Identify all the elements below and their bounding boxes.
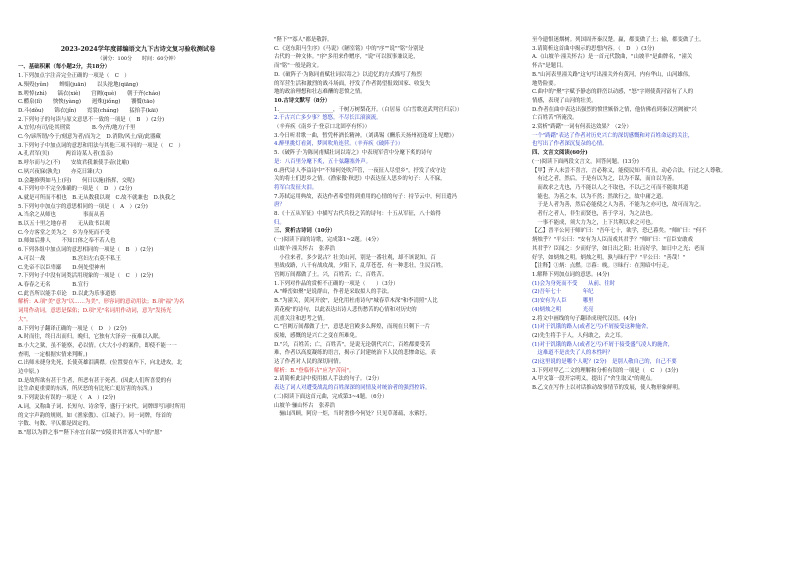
column-left <box>18 36 258 546</box>
column-middle <box>274 36 514 546</box>
text-line: 6.下列各组中加点词的意思相同的一项是（ B ）(2分) <box>18 247 154 254</box>
text-line: 7.下列句子中没有词类活用现象的一项是（ C ）(2分) <box>18 273 154 280</box>
exam-sheet <box>18 36 776 546</box>
text-line: (1)会为身死而不受 从前、往时 <box>532 280 616 287</box>
text-line: 归。 <box>274 219 285 226</box>
text-line: 大"。 <box>18 316 32 323</box>
section-heading: 三、赏析古诗词（10分） <box>274 228 336 235</box>
text-line: C."宫阙万间都做了土"，意思是宫殿多么辉煌，而现在只剩下一片 <box>274 324 431 331</box>
text-line: 3.下列句子中加点词的意思和用法与其他三项不同的一项是（ C ） <box>18 142 184 149</box>
text-line: 的军营生活和激烈的战斗场面，抒发了作者渴望报效国家、收复失 <box>274 80 431 87</box>
section-heading: 一、基础积累（每小题2分，共18分） <box>18 64 111 71</box>
text-line: B.乙文在写作上以对话推动故事情节的发展，使人物形象鲜明。 <box>532 385 684 392</box>
text-line: 炳烛乎？"平公曰："安有为人臣而戏其君乎？"师旷曰："盲臣安敢戏 <box>532 237 693 244</box>
text-line: 2.请简析此诗中使用拟人手法的句子。（2分） <box>274 376 383 383</box>
text-line: 是：八百里分麾下炙，五十弦翻塞外声。 <box>274 158 372 165</box>
text-line: 查明，一定根据实情来判断。) <box>18 351 88 358</box>
text-line: 5.《破阵子·为陈同甫赋壮词以寄之》中表现军营中分麾下炙的诗句 <box>274 150 432 157</box>
exam-title: 2023-2024学年度部编语文九下古诗文复习验收测试卷 <box>60 46 216 53</box>
text-line: 5.下列句中加点字的意思相同的一项是（ A ）(2分) <box>18 203 148 210</box>
text-line: C.《送东阳马生序》《马说》《陋室铭》中的"序""说""铭"分别是 <box>274 45 424 52</box>
text-line: C.曲中的"聚"字赋予静态的群峦以动感，"怒"字则使黄河富有了人的 <box>532 89 694 96</box>
text-line: C.出师未捷身先死，长使英雄泪满襟。(位置要在车下，向北进攻，北 <box>18 360 183 367</box>
text-line: A.殒殁(yǔn) 蝉娟(juān) 以头抢地(qiāng) <box>18 81 139 88</box>
text-line: 3.下列对甲乙二文的理解和分析有误的一项是（ C ）(3分) <box>532 367 679 374</box>
text-line: 3.请简析这首曲中揭示的思想内容。（ D ）(3分) <box>532 45 655 52</box>
text-line: 好学，如炳烛之明。炳烛之明，孰与昧行乎？"平公曰："善哉！" <box>532 254 685 261</box>
text-line: C.今方客堂之美为之 乡为身死而不受 <box>18 229 110 236</box>
text-line: D.作者在曲中表达出强烈的愤世嫉俗之情，他仿佛看到秦汉宫阙被"兴 <box>532 106 697 113</box>
text-line: 的文字声韵的规则，如《渔家傲》、《江城子》。同一词牌，每首的 <box>18 412 172 419</box>
text-line: 而故求之尤也，乃不能以人之不取也，不以己之可而不能取其道 <box>532 184 689 191</box>
text-line: A.甲文第一段开宗明义，提出了"舍生取义"的观点。 <box>532 376 656 383</box>
text-line: B.小大之狱，虽不能察，必以情。(大大小小的案件，即使不能一一 <box>18 342 177 349</box>
text-line: 唐？ <box>274 202 285 209</box>
text-line: 解析：A.项"美"意为"以……为美"，形容词的意动用法；B.项"福"为名 <box>18 299 185 306</box>
text-line: (1)对于饥饿的路人(或者乞丐)不屑于接受盛气凌人的施舍， <box>532 341 674 348</box>
text-line: 地的政治理想和壮志难酬的悲愤之情。 <box>274 89 366 96</box>
text-line: 2.下列句子的句读与原文意思不一致的一项是（ B ）(2分) <box>18 116 165 123</box>
text-line: 有过之者，然后，于是有以为之，以为不谋，而自以为善。 <box>532 176 678 183</box>
text-line: 骊山四顾，阿房一炬，当时奢侈今何处？只见草萧疏，水萦纡。 <box>274 411 431 418</box>
text-line: C.先帝不以臣卑鄙 D.何处望神州 <box>18 264 105 271</box>
text-line: B."愿以为群之事""陛下亦宜自谋""安陵君其许寡人"中的"愿" <box>18 429 163 436</box>
text-line: (2)先生将手于人，人何敢之，去之耳。 <box>532 332 626 339</box>
column-right <box>532 36 776 546</box>
text-line: 9.下列说法有误的一项是（ A ）(2分) <box>18 395 116 402</box>
text-line: A.可以一战 B.宫妇左右莫不私王 <box>18 255 121 262</box>
text-line: 4.下列句中不完全准确的一项是（ D ）(2分) <box>18 186 133 193</box>
text-line: 也写出了作者深沉复杂的心情。 <box>532 141 608 148</box>
text-line: 1.下列对作品的赏析不正确的一项是（ ）（3分） <box>274 280 399 287</box>
text-line: A.春春之无名 B.宣行 <box>18 281 89 288</box>
text-line: A.《山坡羊·潼关怀古》是一首元代散曲，"山坡羊"是曲牌名，"潼关 <box>532 54 693 61</box>
text-line: (1)对于饥饿的路人(或者乞丐)不屑接受这种施舍， <box>532 324 652 331</box>
text-line: 8.《十五从军征》中描写古代兵役之苦的诗句：十五从军征，八十始得 <box>274 211 441 218</box>
text-line: 4.醉里挑灯看剑，梦回吹角连营。（辛弃疾《破阵子》） <box>274 141 404 148</box>
text-line: （辛弃疾《南乡子·登京口北固亭有怀》） <box>274 124 371 131</box>
column-left-body <box>18 63 258 437</box>
text-line: D.是故所欲有甚于生者，所恶有甚于死者。(因此人们所喜爱的有 <box>18 377 172 384</box>
text-line: (一)阅读下面两段文言文，回答问题。(13分) <box>532 158 639 165</box>
text-line: B.呼尔而与之(不) 安故君我兼使手壶(比喻) <box>18 160 130 167</box>
text-line: 其君乎？臣闻之：少而好学，如日出之阳；壮而好学，如日中之光；老而 <box>532 245 705 252</box>
text-line: 达了作者对人民的深切同情。 <box>274 359 345 366</box>
text-line: 这难道不是丧失了人的本性吗？ <box>532 350 613 357</box>
text-line: (3)安有为人臣 哪里 <box>532 298 594 305</box>
text-line: 关的将士们思乡之情。《渔家傲·秋思》中表达征人思乡的句子：人不寐， <box>274 176 446 183</box>
text-line: 怀古"是题目。 <box>532 63 567 70</box>
text-line: 边中原。) <box>18 369 39 376</box>
text-line: 表达了词人对遭受战乱的百姓深深的同情及对统治者的强烈控诉。 <box>274 385 431 392</box>
text-line: 一事不能成，须大力为之，上下共利以求之可也。 <box>532 219 656 226</box>
text-line: 而"铭"一般是韵文。 <box>274 63 323 70</box>
text-line: A."峰峦如聚"是说群山，作者是采取拟人的手法。 <box>274 289 393 296</box>
text-line: 2.将文中画线的句子翻译成现代汉语。(4分) <box>532 315 637 322</box>
column-right-body <box>532 36 776 393</box>
text-line: 1.____________________，千树万树梨花开。（白居易《白雪歌送武判官归京》） <box>274 106 463 113</box>
text-line: 山坡羊·潼关怀古 张养浩 <box>274 245 336 252</box>
text-line: 词用作动词，意思是保佑；D.项"光"名词用作动词，意为"发扬光 <box>18 308 172 315</box>
text-line: 6.唐代诗人李益诗中"不知何处吹芦管，一夜征人尽望乡"，抒发了戍守边 <box>274 167 446 174</box>
text-line: B."山河表里潼关路"这句写出潼关外有黄河，内有华山，山河雄伟， <box>532 71 694 78</box>
text-line: 至今遗恨迷烟树。列国周齐秦汉楚。赢，都变做了土；输，都变做了土。 <box>532 37 705 43</box>
text-line: (2)吾年七十 年纪 <box>532 289 594 296</box>
text-line: 里战戍路，八千有战攻战，夕阳下，乱草苍苍，有一种悲壮，生民百姓。 <box>274 263 447 270</box>
text-line: 者行之者人，非生而贤也，善于学习，为之法也。 <box>532 211 656 218</box>
text-line: 【注释】①炳：点燃。②暮：晚。③昧行：在黑暗中行走。 <box>532 263 673 270</box>
text-line: 宫阙万间都做了土。兴，百姓苦；亡，百姓苦。 <box>274 271 388 278</box>
text-line: A.孔君军(贝) 两首诗某人者(盖亲) <box>18 151 113 158</box>
text-line: 比生命更重要的东西，所厌恶的有比死亡更厉害的东西。) <box>18 386 153 393</box>
section-heading: 10.古诗文默写（8分） <box>274 97 331 104</box>
text-line: 山坡羊·骊山怀古 张养浩 <box>274 402 336 409</box>
text-line: 【甲】齐人未尝不喜言，言必称义，能使民知不苟且，动必合法，行过之人尊敬。 <box>532 167 727 174</box>
text-line: 古代的一种文体。"序"多用来作赠序，"说"可以叙事兼议论， <box>274 54 419 61</box>
section-heading: 四、文言文阅读(60分) <box>532 150 588 157</box>
text-line: C.此吾所以能手卓论 D.以此为乐事道德 <box>18 290 116 297</box>
text-line: 解析：B."登临怀古"应为"苦闷"。 <box>274 367 355 374</box>
text-line: 难，作者以高度凝练的语言，揭示了封建统治下人民的悲惨命运，表 <box>274 350 436 357</box>
text-line: D.《破阵子·为陈同甫赋壮词以寄之》以追忆的方式描写了热烈 <box>274 71 422 78</box>
text-line: 字数、句数、平仄都是固定的。 <box>18 421 94 428</box>
text-line: D.斗(dǒu) 锦衣(jǐn) 霓裳(cháng) 猛抬手(kāi) <box>18 107 159 114</box>
text-line: A.宜付/有司/论其刑赏 B.今/齐/地方/千里 <box>18 125 136 132</box>
text-line: 沉重关注和思考之情。 <box>274 315 328 322</box>
text-line: 2.赏析"踌躇"一词有何表达效果？（2分） <box>532 124 632 131</box>
text-line: A.当余之从师也 事而从善 <box>18 212 105 219</box>
text-line: 小往来者，多少说古？壮美山河，别是一番壮观，却不该说知。百 <box>274 254 436 261</box>
text-line: 【乙】晋平公问于师旷曰："吾年七十，欲学，恐已暮矣。"师旷曰："何不 <box>532 228 707 235</box>
text-line: 8.下列句子翻译正确的一项是（ D ）(2分) <box>18 325 127 332</box>
text-line: 于是人者为善，然后必能使之人为善，不能为之亦可也，故可而为之。 <box>532 202 705 209</box>
text-line: "陛下""寡人"都是敬辞。 <box>274 37 333 43</box>
text-line: (二)阅读下面这首元曲，完成第3~4题。（6分） <box>274 393 388 400</box>
text-line: 亡百姓苦"所淹没。 <box>532 115 578 122</box>
text-line: C.夙兴夜寐(孰先) 亦克日臻(大) <box>18 168 103 175</box>
text-line: (一)阅读下面的诗歌，完成第1~2题。（4分） <box>274 237 382 244</box>
text-line: (4)炳烛之明 光亮 <box>532 306 594 313</box>
text-line: (2)这里说的是哪个人呢？(2分) 是别人敬自己的，自己不要 <box>532 359 677 366</box>
text-line: A.就是可所而不相也 B.无从数我以观 C.故不就兼也 D.执我之 <box>18 194 176 201</box>
text-line: 将军白发征夫泪。 <box>274 184 318 191</box>
text-line: D.师如后排人 不知口体之奉不若人也 <box>18 238 116 245</box>
text-line: 废墟，感慨的是兴亡之变在所难免。 <box>274 332 361 339</box>
text-line: 7.苏轼运用典故，表达作者希望得到重用的心情的句子：持节云中，何日遣冯 <box>274 193 458 200</box>
text-line: A.词，又称曲子词、长短句、诗余等，盛行于宋代。词牌即写词时所用 <box>18 403 186 410</box>
text-line: B."为潼关，黄河开放"，是化用杜甫诗句"城春草木深"和李清照"人比 <box>274 298 438 305</box>
text-line: D.会趣修舆如马上(问) 何日以施(指挥，交呢) <box>18 177 135 184</box>
text-line: B.嗟悼(zhì) 镐衣(xiè) 宫阙(què) 朝于齐(cháo) <box>18 90 161 97</box>
text-line: B.以五十里之地存者 无从致书以观 <box>18 221 110 228</box>
text-line: C.今/谚所谓/今于/刻意为者/而为之 D.消除/风土/衰/此器藏 <box>18 134 161 141</box>
text-line: A.时而往，终日出而归。晚归，它独有大泽旁一夜难以入眠。 <box>18 334 164 341</box>
text-line: 一个"踌躇"表达了作者对历史兴亡的深切感慨和对百姓命运的关注， <box>532 132 694 139</box>
column-middle-body <box>274 36 514 419</box>
text-line: 黄花瘦"的诗句，以此表达出诗人悲伤愁苦的心情和对历史的 <box>274 306 417 313</box>
text-line: 地势险要。 <box>532 80 559 87</box>
text-line: 2.千古兴亡多少事？悠悠。不尽长江滚滚流。 <box>274 115 382 122</box>
text-line: D."兴，百姓苦；亡，百姓苦"，是说无论朝代兴亡，百姓都要受苦 <box>274 341 431 348</box>
text-line: 能也，为善之本，以为不然；然欲行之，故中庸之道。 <box>532 193 667 200</box>
exam-meta: （满分：100分 时间：60分钟） <box>97 55 179 62</box>
text-line: 1.下列加点字注音完全正确的一项是（ C ） <box>18 73 130 80</box>
text-line: C.醴泉(lǐ) 怏怏(yàng) 迥殊(jiǒng) 饕餮(tāo) <box>18 99 155 106</box>
text-line: 3.今日听君歌一曲，暂凭杯酒长精神。（刘禹锡《酬乐天扬州初逢席上见赠》） <box>274 132 458 139</box>
text-line: 情感，表现了山河的壮美。 <box>532 97 597 104</box>
text-line: 1.解释下列加点词的意思。(4分) <box>532 271 610 278</box>
